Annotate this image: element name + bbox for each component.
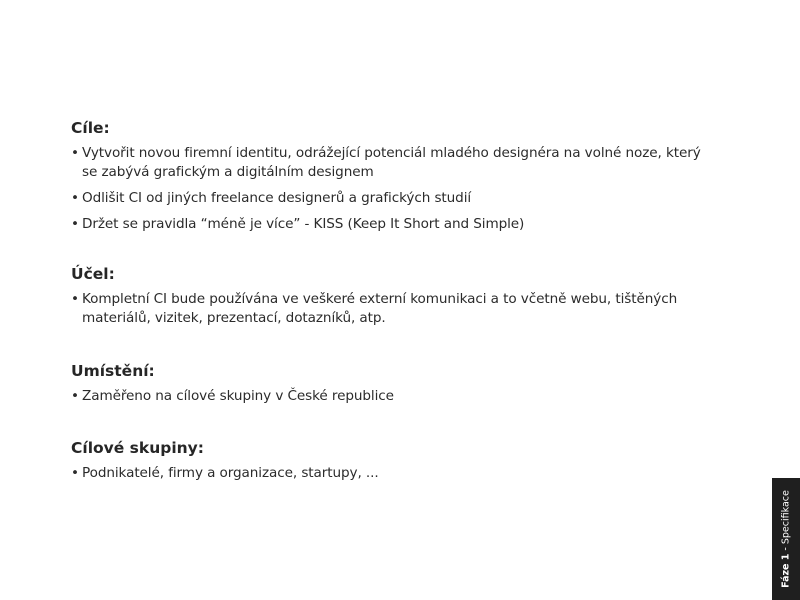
list-item	[71, 144, 711, 182]
side-tab-separator: -	[780, 544, 792, 554]
purpose-list	[71, 290, 711, 328]
list-item-text: Odlišit CI od jiných freelance designerů a grafických studií	[82, 190, 472, 206]
list-item-text: Vytvořit novou firemní identitu, odrážející potenciál mladého designéra na volné noze, který se zabývá grafickým a digitálním designem	[82, 145, 701, 180]
bullet: •	[71, 145, 79, 161]
section-heading-placement: Umístění:	[71, 362, 155, 380]
bullet: •	[71, 216, 79, 232]
section-heading-purpose: Účel:	[71, 265, 115, 283]
side-tab-label	[781, 490, 792, 588]
side-tab-phase: Fáze 1	[780, 553, 792, 588]
section-target-groups	[71, 438, 711, 490]
section-placement	[71, 361, 711, 413]
bullet: •	[71, 388, 79, 404]
list-item-text: Zaměřeno na cílové skupiny v České republice	[82, 388, 394, 404]
section-goals	[71, 118, 711, 241]
section-heading-goals: Cíle:	[71, 119, 110, 137]
list-item	[71, 189, 711, 208]
goals-list	[71, 144, 711, 234]
list-item	[71, 215, 711, 234]
phase-side-tab	[772, 478, 800, 600]
bullet: •	[71, 465, 79, 481]
list-item	[71, 387, 711, 406]
target-groups-list	[71, 464, 711, 483]
section-heading-target-groups: Cílové skupiny:	[71, 439, 204, 457]
list-item-text: Podnikatelé, firmy a organizace, startupy, ...	[82, 465, 379, 481]
list-item-text: Kompletní CI bude používána ve veškeré externí komunikaci a to včetně webu, tištěných materiálů, vizitek, prezentací, dotazníků, atp.	[82, 291, 678, 326]
section-purpose	[71, 264, 711, 335]
list-item-text: Držet se pravidla “méně je více” - KISS (Keep It Short and Simple)	[82, 216, 525, 232]
placement-list	[71, 387, 711, 406]
bullet: •	[71, 291, 79, 307]
bullet: •	[71, 190, 79, 206]
list-item	[71, 464, 711, 483]
side-tab-section: Specifikace	[780, 490, 792, 545]
list-item	[71, 290, 711, 328]
